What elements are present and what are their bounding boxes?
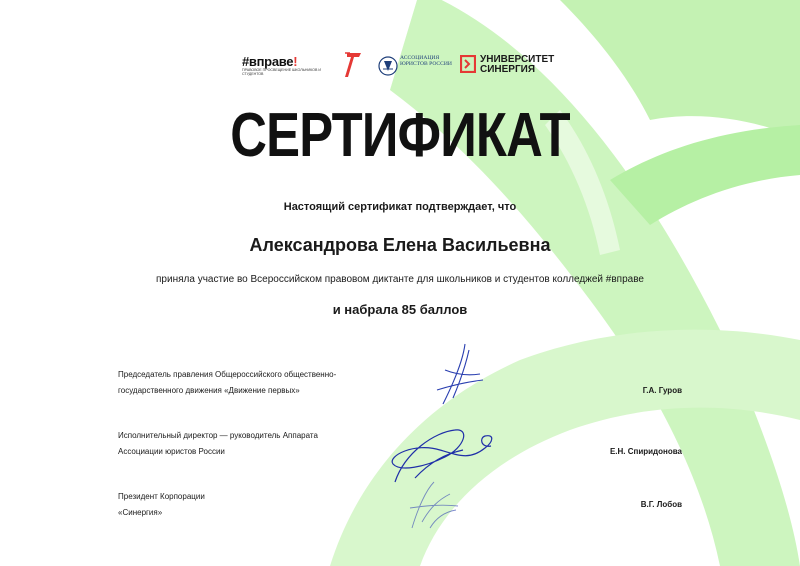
signatory-1-name: Г.А. Гуров <box>642 386 682 395</box>
signatory-1-title <box>118 367 378 399</box>
signatory-3-title-line1: Президент Корпорации <box>118 492 205 501</box>
vprave-logo <box>242 55 332 76</box>
confirmation-text: Настоящий сертификат подтверждает, что <box>283 201 517 213</box>
synergy-university-logo <box>460 54 555 78</box>
signatory-3-name: В.Г. Лобов <box>640 500 682 509</box>
movement-first-icon <box>343 50 363 80</box>
recipient-name: Александрова Елена Васильевна <box>249 235 551 255</box>
signature-3-handwriting <box>400 478 470 533</box>
signatory-3-title <box>118 489 378 521</box>
certificate-title: СЕРТИФИКАТ <box>230 101 570 170</box>
vprave-logo-exclamation: ! <box>293 54 298 69</box>
movement-first-logo <box>343 50 363 85</box>
synergy-logo-line2: СИНЕРГИЯ <box>480 64 536 75</box>
signatory-2-title-line2: Ассоциации юристов России <box>118 447 225 456</box>
signatory-2-title <box>118 428 378 460</box>
vprave-logo-subtitle: ПРАВОВОЕ ПРОСВЕЩЕНИЕ ШКОЛЬНИКОВ И СТУДЕНТОВ <box>242 68 321 76</box>
signatory-1-title-line1: Председатель правления Общероссийского общественно- <box>118 370 337 379</box>
association-lawyers-logo <box>378 55 452 82</box>
score-text: и набрала 85 баллов <box>332 302 468 317</box>
signatory-3-title-line2: «Синергия» <box>118 508 163 517</box>
participation-text: приняла участие во Всероссийском правовом диктанте для школьников и студентов колледжей #вправе <box>156 274 644 285</box>
signatory-2-title-line1: Исполнительный директор — руководитель Аппарата <box>118 431 318 440</box>
signatory-2-name: Е.Н. Спиридонова <box>609 447 682 456</box>
signature-1-handwriting <box>425 340 495 410</box>
signatory-1-title-line2: государственного движения «Движение первых» <box>118 386 300 395</box>
synergy-logo-icon <box>460 55 476 73</box>
synergy-logo-line1: УНИВЕРСИТЕТ <box>480 54 555 65</box>
association-logo-text: АССОЦИАЦИЯ ЮРИСТОВ РОССИИ <box>400 55 452 67</box>
vprave-logo-text: #вправе <box>242 54 294 69</box>
association-emblem-icon <box>378 55 398 77</box>
logos-row <box>0 50 800 80</box>
